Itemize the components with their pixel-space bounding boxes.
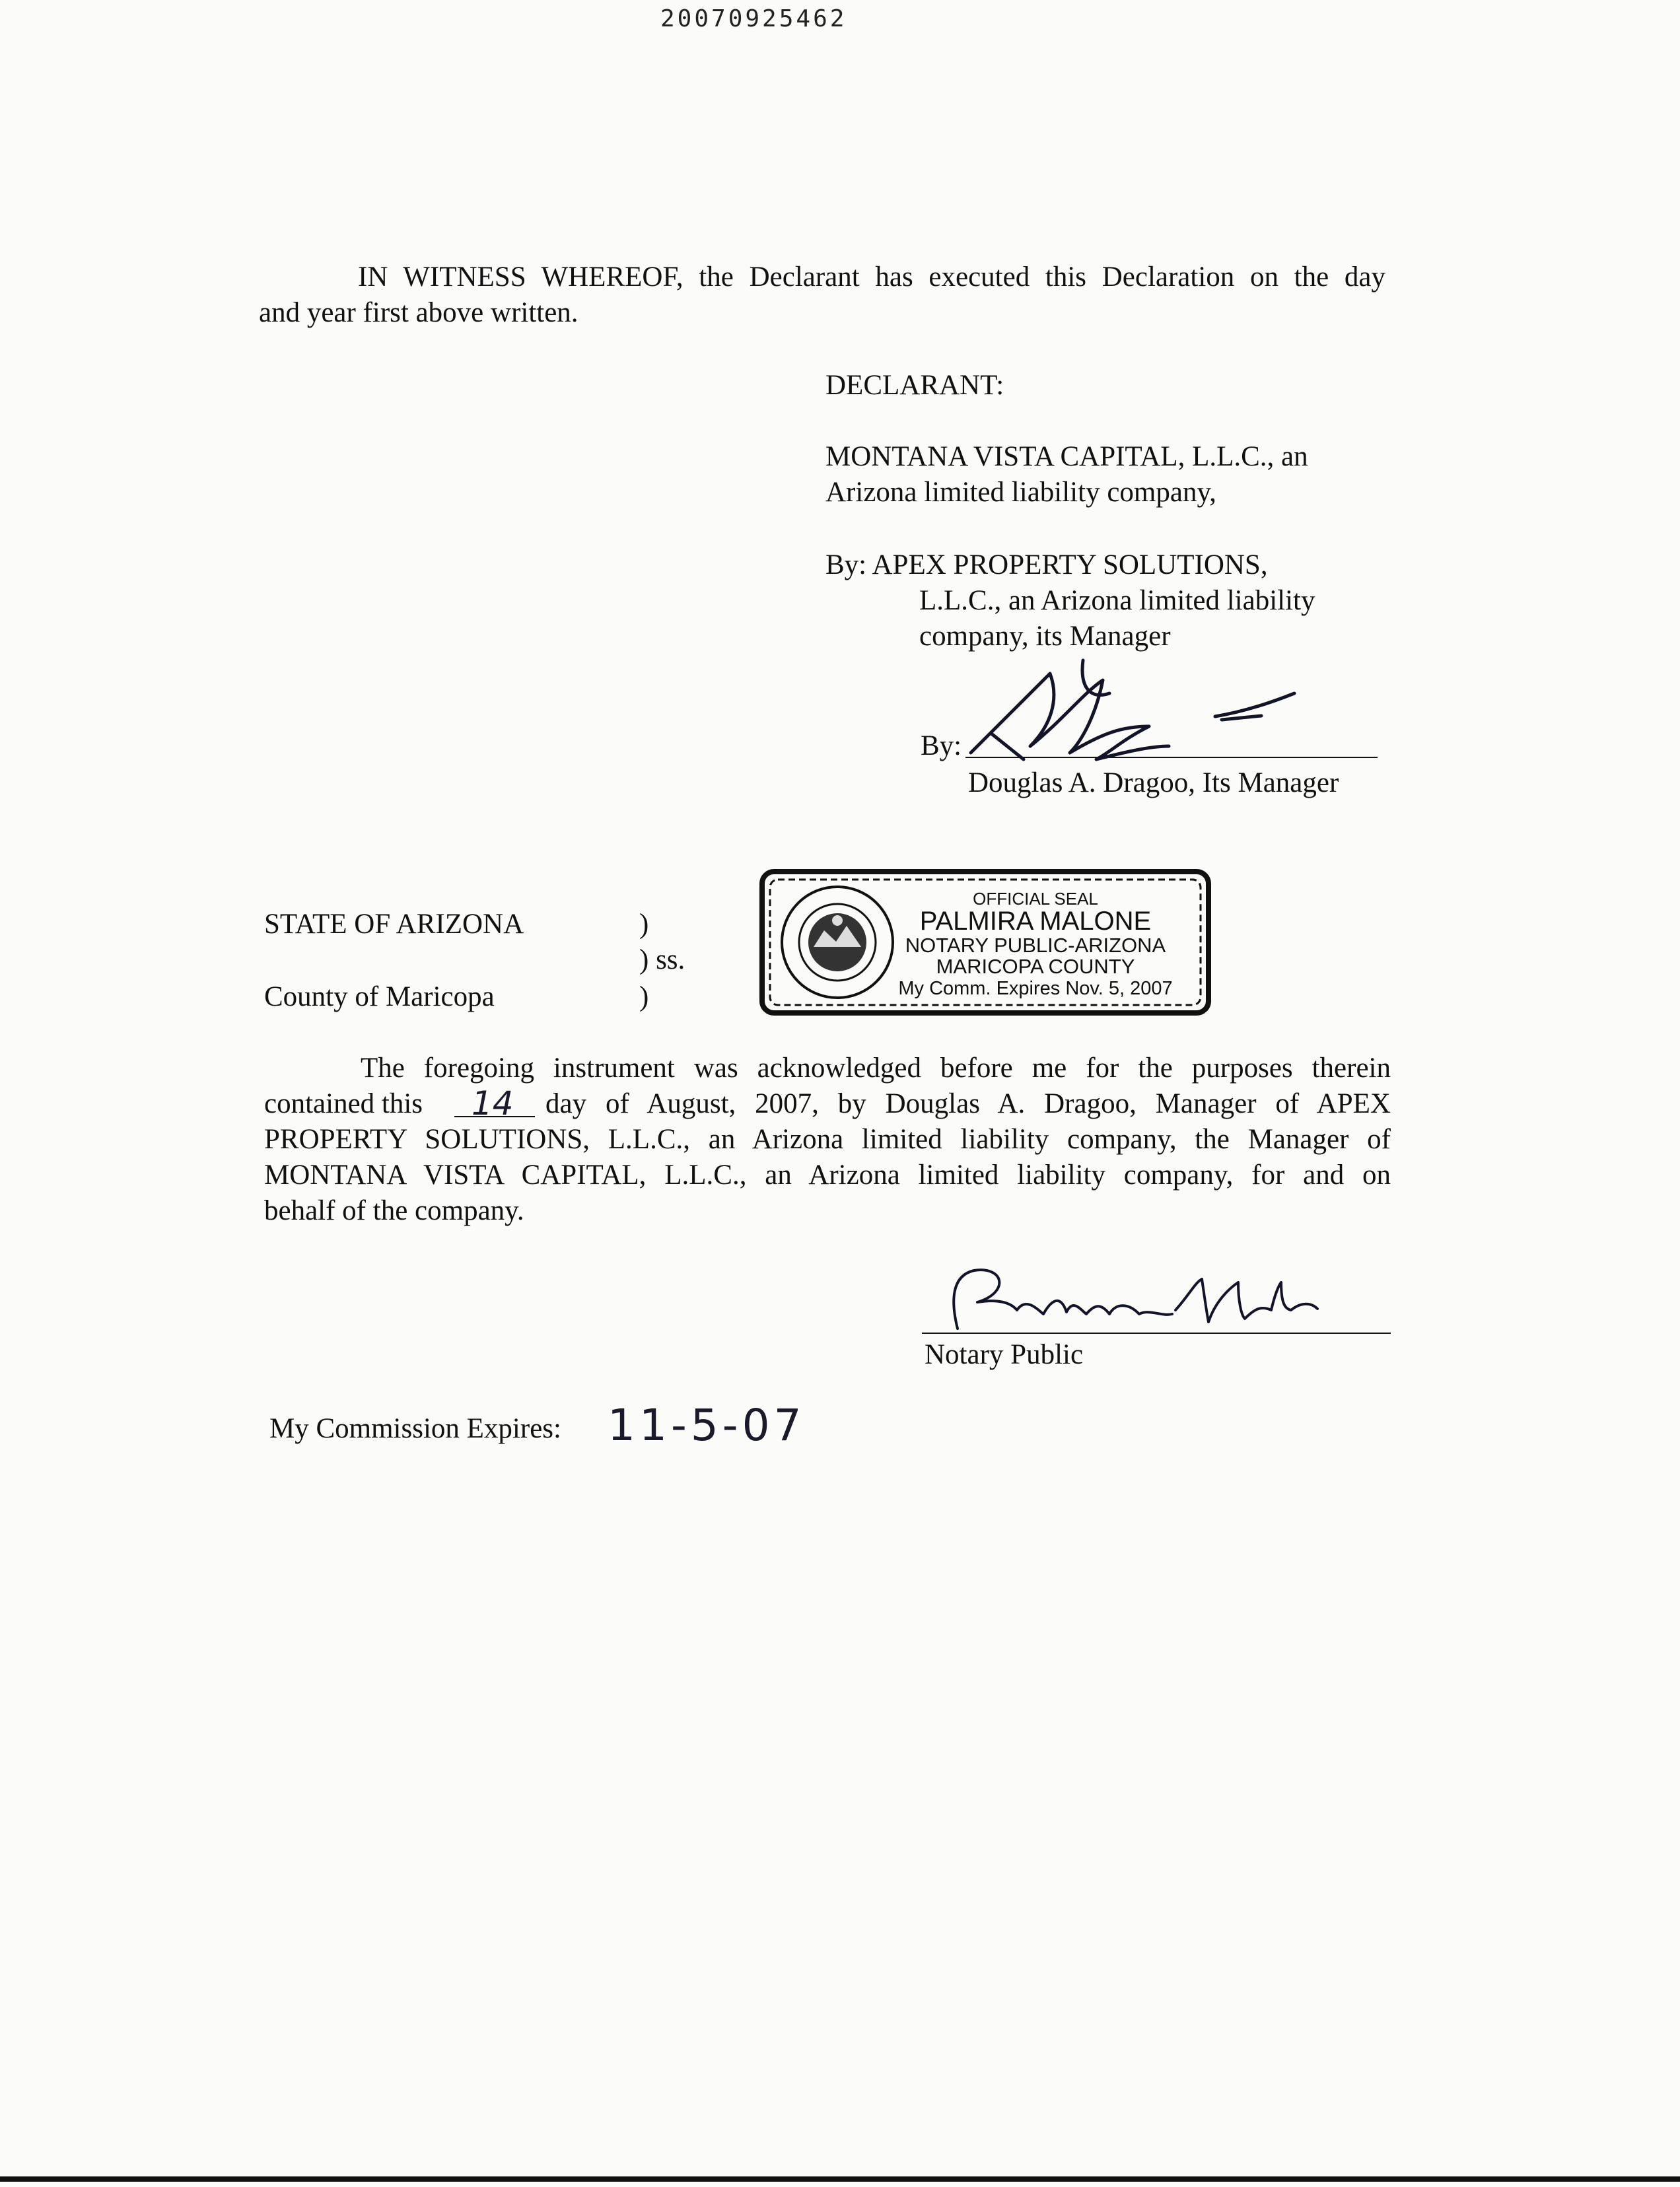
witness-line-2: and year first above written. bbox=[259, 297, 578, 328]
venue-ss: ) ss. bbox=[639, 944, 685, 975]
declarant-heading: DECLARANT: bbox=[825, 370, 1004, 401]
handwritten-day: 14 bbox=[472, 1084, 514, 1123]
scan-edge-rule bbox=[0, 2176, 1680, 2182]
arizona-emblem-icon bbox=[782, 887, 893, 998]
ack-line-1: The foregoing instrument was acknowledged before me for the purposes therein bbox=[361, 1053, 1391, 1084]
declarant-by-line-2: L.L.C., an Arizona limited liability bbox=[919, 585, 1315, 616]
witness-line-1: IN WITNESS WHEREOF, the Declarant has executed this Declaration on the day bbox=[358, 261, 1385, 293]
declarant-by-line-3: company, its Manager bbox=[919, 621, 1171, 652]
ack-line-2-before: contained this bbox=[264, 1088, 423, 1119]
seal-line-1: NOTARY PUBLIC-ARIZONA bbox=[905, 934, 1166, 957]
notary-label: Notary Public bbox=[925, 1339, 1084, 1370]
ack-line-4: MONTANA VISTA CAPITAL, L.L.C., an Arizona limited liability company, for and on bbox=[264, 1160, 1391, 1191]
notary-seal-stamp bbox=[758, 868, 1212, 1017]
handwritten-commission-date: 11-5-07 bbox=[608, 1400, 806, 1451]
seal-expires: My Comm. Expires Nov. 5, 2007 bbox=[898, 978, 1173, 999]
declarant-company-line-2: Arizona limited liability company, bbox=[825, 477, 1216, 508]
signature-by-label: By: bbox=[921, 730, 962, 761]
ack-line-2-after: day of August, 2007, by Douglas A. Dragoo, Manager of APEX bbox=[545, 1088, 1391, 1119]
seal-name: PALMIRA MALONE bbox=[919, 907, 1152, 936]
commission-label: My Commission Expires: bbox=[269, 1413, 561, 1444]
signer-name: Douglas A. Dragoo, Its Manager bbox=[968, 767, 1339, 798]
seal-title: OFFICIAL SEAL bbox=[973, 889, 1098, 909]
document-number: 20070925462 bbox=[660, 5, 847, 32]
declarant-by-line-1: By: APEX PROPERTY SOLUTIONS, bbox=[825, 549, 1268, 580]
notary-signature bbox=[911, 1263, 1334, 1342]
venue-paren-2: ) bbox=[639, 981, 649, 1012]
venue-paren-1: ) bbox=[639, 909, 649, 940]
ack-line-3: PROPERTY SOLUTIONS, L.L.C., an Arizona limited liability company, the Manager of bbox=[264, 1124, 1391, 1155]
seal-line-2: MARICOPA COUNTY bbox=[936, 955, 1135, 978]
venue-county: County of Maricopa bbox=[264, 981, 495, 1012]
venue-state: STATE OF ARIZONA bbox=[264, 909, 524, 940]
declarant-company-line-1: MONTANA VISTA CAPITAL, L.L.C., an bbox=[825, 441, 1308, 472]
ack-line-5: behalf of the company. bbox=[264, 1195, 524, 1226]
notary-signature-line bbox=[922, 1333, 1391, 1334]
